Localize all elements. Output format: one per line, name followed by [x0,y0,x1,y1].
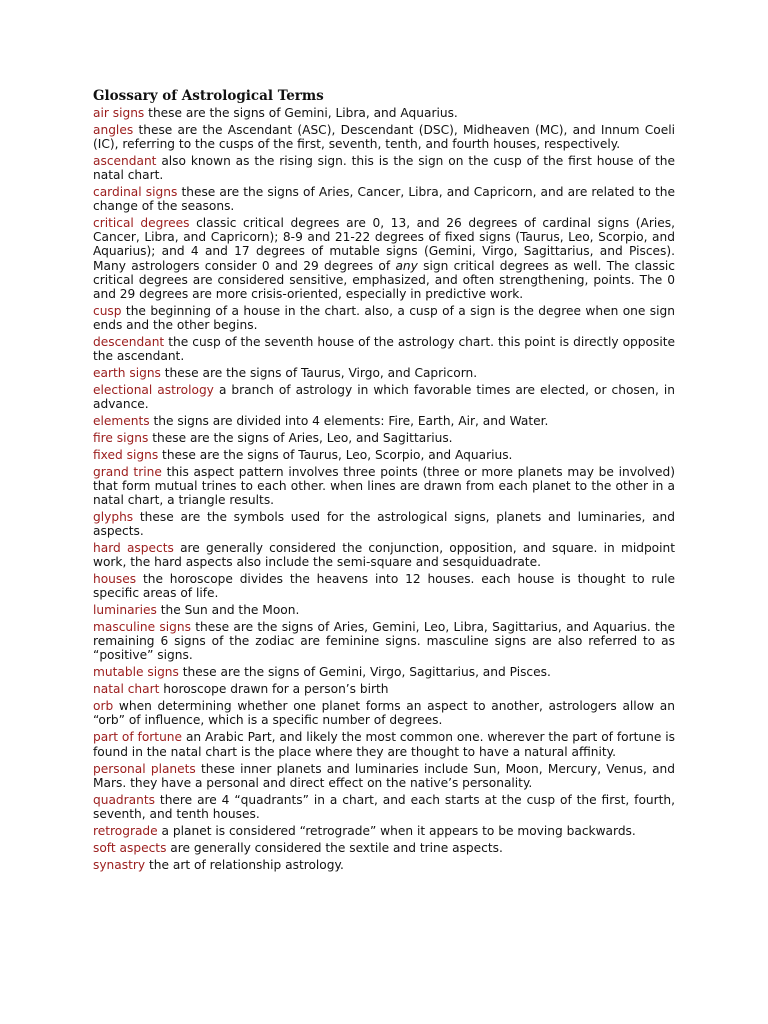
document-title: Glossary of Astrological Terms [93,88,324,104]
glossary-entry [93,603,675,617]
glossary-definition: these inner planets and luminaries include Sun, Moon, Mercury, Venus, and Mars. they have a personal and direct effect on the native’s personality. [93,761,676,790]
glossary-term: descendant [93,334,165,349]
glossary-term: houses [93,572,137,587]
glossary-entry [93,185,675,213]
glossary-entry [93,383,675,411]
glossary-entry [93,510,675,538]
glossary-emphasis: any [395,258,418,273]
glossary-term: electional astrology [93,382,214,397]
glossary-definition: these are the Ascendant (ASC), Descendant (DSC), Midheaven (MC), and Innum Coeli (IC), referring to the cusps of the first, seventh, tenth, and fourth houses, respectively. [93,122,675,152]
glossary-definition: the horoscope divides the heavens into 12 houses. each house is thought to rule specific areas of life. [93,572,675,601]
glossary-entry [93,699,675,727]
glossary-entry [93,682,675,696]
glossary-definition: the cusp of the seventh house of the astrology chart. this point is directly opposite the ascendant. [93,334,675,363]
glossary-definition: these are the signs of Gemini, Virgo, Sagittarius, and Pisces. [182,665,551,680]
glossary-entry [93,762,675,790]
glossary-entry [93,106,675,120]
glossary-definition-continued: sign critical degrees as well. The classic critical degrees are considered sensitive, emphasized, and often strengthening, points. The 0 and 29 degrees are more crisis-oriented, especially in predictive work. [93,258,676,301]
glossary-term: cusp [93,303,122,318]
glossary-term: part of fortune [93,730,183,745]
glossary-term: elements [93,413,150,428]
glossary-term: angles [93,122,134,137]
glossary-definition: the signs are divided into 4 elements: Fire, Earth, Air, and Water. [153,413,549,428]
glossary-list [93,106,675,872]
glossary-entry [93,793,675,821]
glossary-entry [93,824,675,838]
glossary-definition: these are the signs of Aries, Leo, and Sagittarius. [152,430,453,445]
glossary-entry [93,730,675,758]
glossary-definition: classic critical degrees are 0, 13, and 26 degrees of cardinal signs (Aries, Cancer, Libra, and Capricorn); 8-9 and 21-22 degrees of fixed signs (Taurus, Leo, Scorpio, and Aquarius); and 4 and 17 degrees of mutable signs (Gemini, Virgo, Sagittarius, and Pisces). Many astrologers consider 0 and 29 degrees of [93,216,675,273]
document-page [93,88,675,875]
glossary-entry [93,465,675,507]
glossary-entry [93,216,675,301]
glossary-term: natal chart [93,682,160,697]
glossary-term: masculine signs [93,620,191,635]
glossary-entry [93,448,675,462]
glossary-definition: the Sun and the Moon. [160,603,300,618]
glossary-definition: are generally considered the sextile and trine aspects. [170,840,503,855]
glossary-entry [93,841,675,855]
glossary-term: hard aspects [93,541,174,556]
glossary-definition: a branch of astrology in which favorable times are elected, or chosen, in advance. [93,382,675,411]
glossary-term: personal planets [93,761,196,776]
glossary-term: glyphs [93,510,134,525]
glossary-definition: when determining whether one planet forms an aspect to another, astrologers allow an “orb” of influence, which is a specific number of degrees. [93,699,675,728]
glossary-definition: a planet is considered “retrograde” when it appears to be moving backwards. [161,823,636,838]
glossary-definition: there are 4 “quadrants” in a chart, and each starts at the cusp of the first, fourth, seventh, and tenth houses. [93,792,676,821]
glossary-entry [93,572,675,600]
glossary-term: synastry [93,857,146,872]
glossary-term: ascendant [93,154,157,169]
glossary-definition: these are the signs of Taurus, Leo, Scorpio, and Aquarius. [162,447,513,462]
glossary-term: orb [93,699,114,714]
glossary-term: luminaries [93,603,157,618]
glossary-definition: the art of relationship astrology. [148,857,344,872]
glossary-definition: the beginning of a house in the chart. also, a cusp of a sign is the degree when one sign ends and the other begins. [93,303,675,332]
glossary-definition: these are the signs of Taurus, Virgo, and Capricorn. [164,365,478,380]
glossary-definition: also known as the rising sign. this is the sign on the cusp of the first house of the natal chart. [93,154,675,183]
glossary-entry [93,620,675,662]
glossary-entry [93,366,675,380]
glossary-entry [93,123,675,151]
glossary-term: grand trine [93,464,162,479]
glossary-definition: horoscope drawn for a person’s birth [163,682,389,697]
glossary-term: soft aspects [93,840,167,855]
glossary-term: critical degrees [93,216,190,231]
glossary-entry [93,304,675,332]
glossary-entry [93,431,675,445]
glossary-term: quadrants [93,792,155,807]
glossary-entry [93,335,675,363]
glossary-definition: these are the signs of Aries, Gemini, Leo, Libra, Sagittarius, and Aquarius. the remaining 6 signs of the zodiac are feminine signs. masculine signs are also referred to as “positive” signs. [93,620,675,663]
glossary-definition: these are the signs of Aries, Cancer, Libra, and Capricorn, and are related to the change of the seasons. [93,185,676,214]
glossary-definition: these are the signs of Gemini, Libra, and Aquarius. [148,106,458,120]
glossary-definition: are generally considered the conjunction, opposition, and square. in midpoint work, the hard aspects also include the semi-square and sesquiduadrate. [93,541,676,570]
glossary-term: cardinal signs [93,185,178,200]
glossary-term: fixed signs [93,447,159,462]
glossary-term: mutable signs [93,665,179,680]
glossary-entry [93,154,675,182]
glossary-term: fire signs [93,430,149,445]
glossary-entry [93,858,675,872]
glossary-term: air signs [93,106,145,120]
glossary-definition: an Arabic Part, and likely the most common one. wherever the part of fortune is found in the natal chart is the place where they are thought to have a natural affinity. [93,730,675,759]
glossary-definition: this aspect pattern involves three points (three or more planets may be involved) that form mutual trines to each other. when lines are drawn from each planet to the other in a natal chart, a triangle results. [93,464,675,508]
glossary-term: retrograde [93,823,158,838]
glossary-entry [93,665,675,679]
glossary-term: earth signs [93,365,161,380]
glossary-definition: these are the symbols used for the astrological signs, planets and luminaries, and aspects. [93,510,675,539]
glossary-entry [93,414,675,428]
glossary-entry [93,541,675,569]
